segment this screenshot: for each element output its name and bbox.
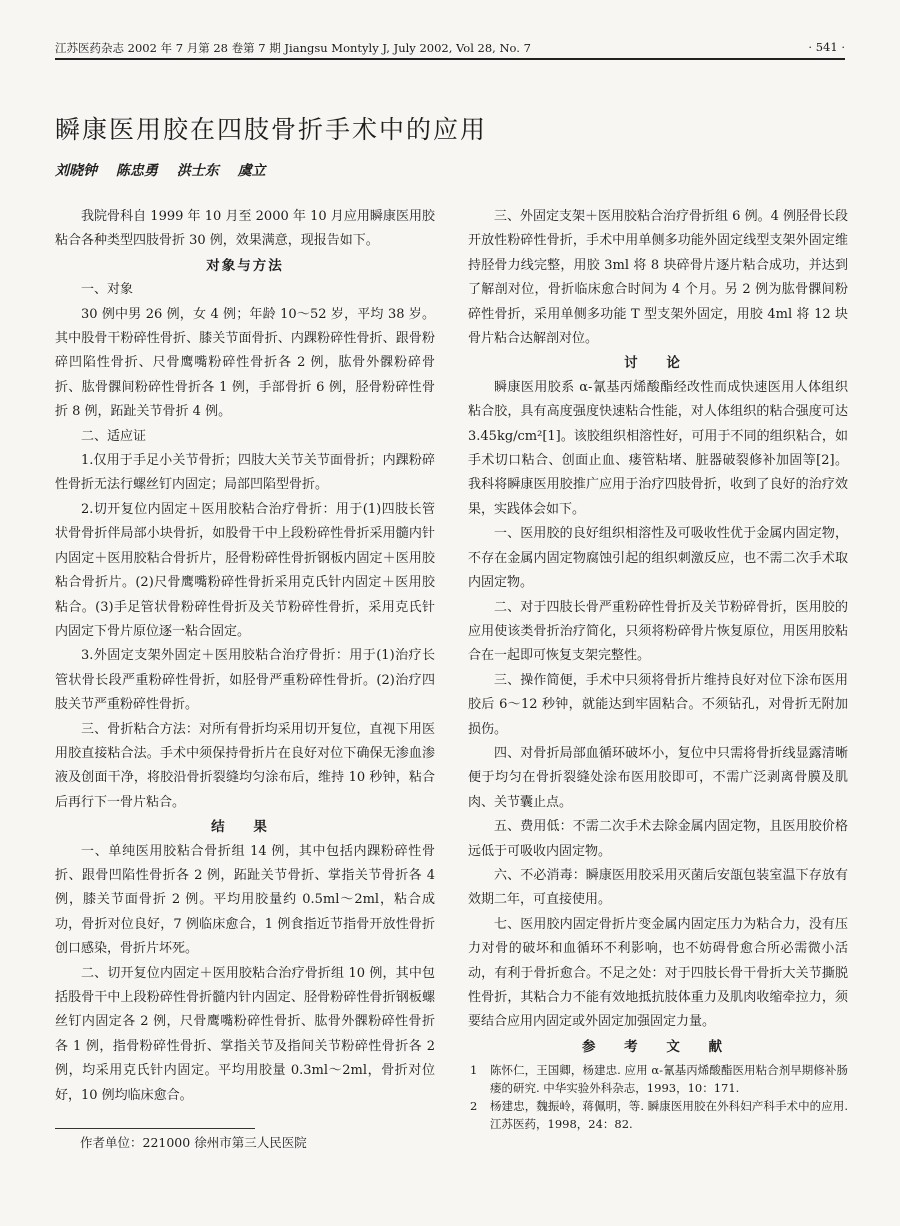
subsection-heading: 一、对象 [81, 282, 134, 298]
body-paragraph: 1.仅用于手足小关节骨折；四肢大关节关节面骨折；内踝粉碎性骨折无法行螺丝钉内固定；局部凹陷型骨折。 [55, 453, 435, 493]
subsection-heading: 二、适应证 [81, 428, 147, 444]
body-paragraph: 三、操作简便，手术中只须将骨折片维持良好对位下涂布医用胶后 6～12 秒钟，就能达到牢固粘合。不须钻孔，对骨折无附加损伤。 [468, 672, 848, 737]
reference-item [468, 1097, 848, 1133]
reference-text: 杨建忠，魏振岭，蒋佩明，等. 瞬康医用胶在外科妇产科手术中的应用. 江苏医药，1998，24：82. [490, 1099, 848, 1132]
page-number: · 541 · [808, 40, 845, 54]
author-affiliation: 作者单位：221000 徐州市第三人民医院 [80, 1135, 307, 1150]
body-paragraph: 七、医用胶内固定骨折片变金属内固定压力为粘合力，没有压力对骨的破坏和血循环不利影响，也不妨碍骨愈合所必需微小活动，有利于骨折愈合。不足之处：对于四肢长骨干骨折大关节撕脱性骨折，其粘合力不能有效地抵抗肢体重力及肌肉收缩牵拉力，须要结合应用内固定或外固定加强固定力量。 [468, 916, 848, 1030]
body-paragraph: 三、骨折粘合方法：对所有骨折均采用切开复位，直视下用医用胶直接粘合法。手术中须保持骨折片在良好对位下确保无渗血渗液及创面干净，将胶沿骨折裂缝均匀涂布后，维持 10 秒钟，粘合后再行下一骨片粘合。 [55, 721, 435, 810]
left-column [55, 205, 435, 1108]
journal-citation: 江苏医药杂志 2002 年 7 月第 28 卷第 7 期 Jiangsu Montyly J, July 2002, Vol 28, No. 7 [55, 41, 531, 55]
article-title: 瞬康医用胶在四肢骨折手术中的应用 [55, 115, 488, 144]
intro-paragraph: 我院骨科自 1999 年 10 月至 2000 年 10 月应用瞬康医用胶粘合各种类型四肢骨折 30 例，效果满意，现报告如下。 [55, 209, 435, 249]
reference-text: 陈怀仁，王国卿，杨建忠. 应用 α-氰基丙烯酸酯医用粘合剂早期修补肠瘘的研究. 中华实验外科杂志，1993，10：171. [490, 1063, 848, 1096]
running-header [55, 38, 845, 60]
footnote-divider [55, 1128, 255, 1129]
body-paragraph: 一、单纯医用胶粘合骨折组 14 例，其中包括内踝粉碎性骨折、跟骨凹陷性骨折各 2 例，跖趾关节骨折、掌指关节骨折各 4 例，膝关节面骨折 2 例。平均用胶量约 0.5ml～2ml，粘合成功，骨折对位良好，7 例临床愈合，1 例食指近节指骨开放性骨折创口感染，骨折片坏死。 [55, 843, 435, 957]
body-paragraph: 2.切开复位内固定＋医用胶粘合治疗骨折：用于(1)四肢长管状骨骨折伴局部小块骨折，如股骨干中上段粉碎性骨折采用髓内针内固定＋医用胶粘合骨折片，胫骨粉碎性骨折钢板内固定＋医用胶粘合骨折片。(2)尺骨鹰嘴粉碎性骨折采用克氏针内固定＋医用胶粘合。(3)手足管状骨粉碎性骨折及关节粉碎性骨折，采用克氏针内固定下骨片原位逐一粘合固定。 [55, 501, 435, 639]
reference-number: 2 [470, 1099, 478, 1114]
section-heading-references: 参 考 文 献 [581, 1038, 735, 1055]
body-paragraph: 一、医用胶的良好组织相溶性及可吸收性优于金属内固定物，不存在金属内固定物腐蚀引起的组织刺激反应，也不需二次手术取内固定物。 [468, 526, 848, 591]
body-paragraph: 瞬康医用胶系 α-氰基丙烯酸酯经改性而成快速医用人体组织粘合胶，具有高度强度快速粘合性能，对人体组织的粘合强度可达 3.45kg/cm²[1]。该胶组织相溶性好，可用于不同的组织粘合，如手术切口粘合、创面止血、瘘管粘堵、脏器破裂修补加固等[2]。我科将瞬康医用胶推广应用于治疗四肢骨折，收到了良好的治疗效果，实践体会如下。 [468, 379, 848, 517]
section-heading-results: 结 果 [211, 819, 279, 836]
body-paragraph: 四、对骨折局部血循环破坏小，复位中只需将骨折线显露清晰便于均匀在骨折裂缝处涂布医用胶即可，不需广泛剥离骨膜及肌肉、关节囊止点。 [468, 745, 848, 810]
body-paragraph: 3.外固定支架外固定＋医用胶粘合治疗骨折：用于(1)治疗长管状骨长段严重粉碎性骨折，如胫骨严重粉碎性骨折。(2)治疗四肢关节严重粉碎性骨折。 [55, 648, 435, 713]
body-paragraph: 30 例中男 26 例，女 4 例；年龄 10～52 岁，平均 38 岁。其中股骨干粉碎性骨折、膝关节面骨折、内踝粉碎性骨折、跟骨粉碎凹陷性骨折、尺骨鹰嘴粉碎性骨折各 2 例，肱骨外髁粉碎骨折、肱骨髁间粉碎性骨折各 1 例，手部骨折 6 例，胫骨粉碎性骨折 8 例，跖趾关节骨折 4 例。 [55, 306, 435, 420]
body-paragraph: 三、外固定支架＋医用胶粘合治疗骨折组 6 例。4 例胫骨长段开放性粉碎性骨折，手术中用单侧多功能外固定线型支架外固定维持胫骨力线完整，用胶 3ml 将 8 块碎骨片逐片粘合成功，并达到了解剖对位，骨折临床愈合时间为 4 个月。另 2 例为肱骨髁间粉碎性骨折，采用单侧多功能 T 型支架外固定，用胶 4ml 将 12 块骨片粘合达解剖对位。 [468, 209, 848, 347]
reference-item [468, 1061, 848, 1097]
body-paragraph: 五、费用低：不需二次手术去除金属内固定物，且医用胶价格远低于可吸收内固定物。 [468, 819, 848, 859]
author-list: 刘晓钟 陈忠勇 洪士东 虞立 [55, 163, 266, 179]
body-paragraph: 六、不必消毒：瞬康医用胶采用灭菌后安瓿包装室温下存放有效期二年，可直接使用。 [468, 867, 848, 908]
section-heading-methods: 对象与方法 [206, 257, 284, 274]
body-paragraph: 二、切开复位内固定＋医用胶粘合治疗骨折组 10 例，其中包括股骨干中上段粉碎性骨折髓内针内固定、胫骨粉碎性骨折钢板螺丝钉内固定各 2 例，尺骨鹰嘴粉碎性骨折、肱骨外髁粉碎性骨折各 1 例，指骨粉碎性骨折、掌指关节及指间关节粉碎性骨折各 2 例，均采用克氏针内固定。平均用胶量 0.3ml～2ml，骨折对位好，10 例均临床愈合。 [55, 965, 435, 1103]
right-column [468, 205, 848, 1133]
reference-list [468, 1061, 848, 1133]
body-paragraph: 二、对于四肢长骨严重粉碎性骨折及关节粉碎骨折，医用胶的应用使该类骨折治疗简化，只须将粉碎骨片恢复原位，用医用胶粘合在一起即可恢复支架完整性。 [468, 599, 848, 664]
section-heading-discussion: 讨 论 [624, 355, 692, 372]
reference-number: 1 [470, 1063, 478, 1078]
